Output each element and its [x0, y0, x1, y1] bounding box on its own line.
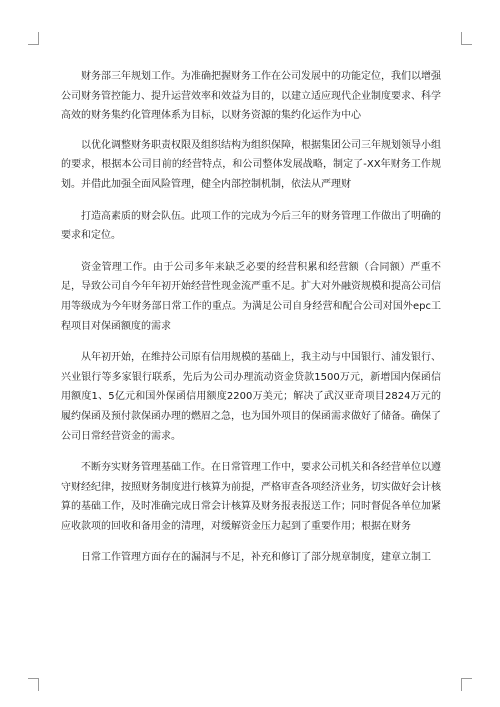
crop-mark-top-right — [461, 32, 472, 45]
paragraph-1: 财务部三年规划工作。为准确把握财务工作在公司发展中的功能定位，我们以增强公司财务管控能力、提升运营效率和效益为目的，以建立适应现代企业制度要求、科学高效的财务集约化管理体系为目标，以财务资源的集约化运作为中心 — [61, 71, 441, 122]
paragraph-2: 以优化调整财务职责权限及组织结构为组织保障，根据集团公司三年规划领导小组的要求，根据本公司目前的经营特点，和公司整体发展战略，制定了-XX年财务工作规划。并借此加强全面风险管理，健全内部控制机制，依法从严理财 — [61, 139, 441, 190]
paragraph-6: 不断夯实财务管理基础工作。在日常管理工作中，要求公司机关和各经营单位以遵守财经纪律，按照财务制度进行核算为前提，严格审查各项经济业务，切实做好会计核算的基础工作，及时准确完成日常会计核算及财务报表报送工作；同时督促各单位加紧应收款项的回收和备用金的清理，对缓解资金压力起到了重要作用；根据在财务 — [61, 462, 441, 532]
paragraph-5: 从年初开始，在维持公司原有信用规模的基础上，我主动与中国银行、浦发银行、兴业银行等多家银行联系，先后为公司办理流动资金贷款1500万元，新增国内保函信用额度1、5亿元和国外保函信用额度2200万美元；解决了武汉亚奇项目2824万元的履约保函及预付款保函办理的燃眉之急，也为国外项目的保函需求做好了储备。确保了公司日常经营资金的需求。 — [61, 352, 441, 442]
paragraph-4: 资金管理工作。由于公司多年来缺乏必要的经营积累和经营额（合同额）严重不足，导致公司自今年年初开始经营性现金流严重不足。扩大对外融资规模和提高公司信用等级成为今年财务部日常工作的重点。为满足公司自身经营和配合公司对国外epc工程项目对保函额度的需求 — [61, 261, 441, 332]
crop-mark-bottom-right — [461, 678, 472, 691]
document-body — [61, 67, 441, 568]
paragraph-3: 打造高素质的财会队伍。此项工作的完成为今后三年的财务管理工作做出了明确的要求和定位。 — [61, 210, 441, 242]
crop-mark-bottom-left — [28, 678, 39, 691]
crop-mark-top-left — [28, 32, 39, 45]
paragraph-7: 日常工作管理方面存在的漏洞与不足，补充和修订了部分规章制度，建章立制工 — [81, 552, 431, 564]
